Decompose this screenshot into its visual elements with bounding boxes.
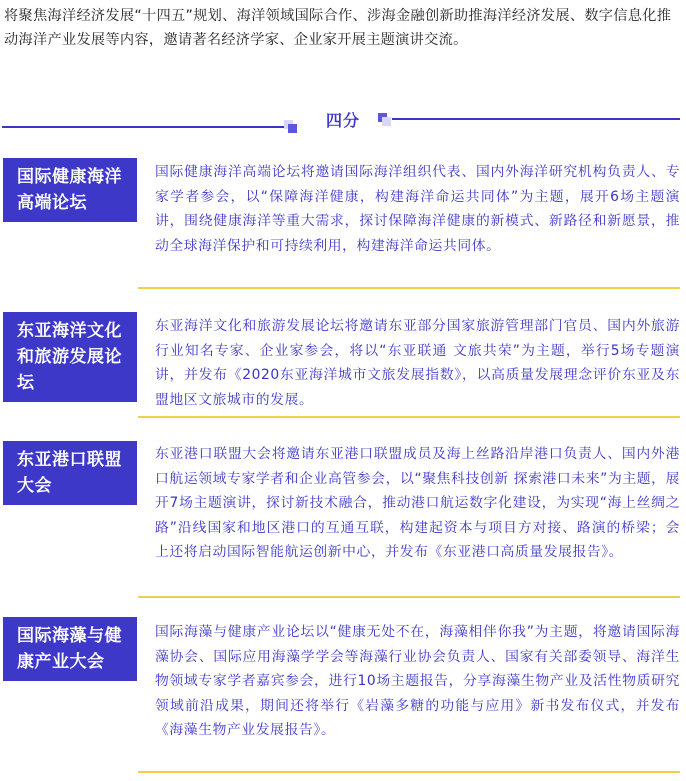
forum-title: 国际海藻与健康产业大会 — [3, 617, 137, 681]
divider-square-right-light — [382, 117, 391, 126]
gold-separator — [138, 596, 680, 598]
forum-title: 国际健康海洋高端论坛 — [3, 158, 137, 222]
divider-line-right — [392, 118, 680, 120]
forum-description: 国际健康海洋高端论坛将邀请国际海洋组织代表、国内外海洋研究机构负责人、专家学者参会，以“保障海洋健康，构建海洋命运共同体”为主题，展开6场主题演讲，围绕健康海洋等重大需求，探讨保障海洋健康的新模式、新路径和新愿景，推动全球海洋保护和可持续利用，构建海洋命运共同体。 — [155, 164, 680, 254]
gold-separator — [138, 287, 680, 289]
forum-description: 国际海藻与健康产业论坛以“健康无处不在，海藻相伴你我”为主题，将邀请国际海藻协会、国际应用海藻学学会等海藻行业协会负责人、国家有关部委领导、海洋生物领域专家学者嘉宾参会，进行10场主题报告，分享海藻生物产业及活性物质研究领域前沿成果，期间还将举行《岩藻多糖的功能与应用》新书发布仪式，并发布《海藻生物产业发展报告》。 — [155, 624, 680, 738]
forum-description: 东亚港口联盟大会将邀请东亚港口联盟成员及海上丝路沿岸港口负责人、国内外港口航运领域专家学者和企业高管参会，以“聚焦科技创新 探索港口未来”为主题，展开7场主题演讲，探讨新技术融合，推动港口航运数字化建设，为实现“海上丝绸之路”沿线国家和地区港口的互通互联，构建起资本与项目方对接、路演的桥梁；会上还将启动国际智能航运创新中心，并发布《东亚港口高质量发展报告》。 — [155, 446, 680, 560]
forum-title: 东亚海洋文化和旅游发展论坛 — [3, 312, 137, 402]
divider-square-left — [288, 124, 297, 133]
forum-title: 东亚港口联盟大会 — [3, 441, 137, 505]
intro-paragraph: 将聚焦海洋经济发展“十四五”规划、海洋领域国际合作、涉海金融创新助推海洋经济发展、数字信息化推动海洋产业发展等内容，邀请著名经济学家、企业家开展主题演讲交流。 — [4, 8, 672, 48]
divider-line-left — [2, 126, 284, 128]
gold-separator — [138, 416, 680, 418]
gold-separator — [138, 771, 680, 773]
section-title: 四分 — [325, 111, 360, 130]
forum-description: 东亚海洋文化和旅游发展论坛将邀请东亚部分国家旅游管理部门官员、国内外旅游行业知名专家、企业家参会，将以“东亚联通 文旅共荣”为主题，举行5场专题演讲，并发布《2020东亚海洋城市文旅发展指数》，以高质量发展理念评价东亚及东盟地区文旅城市的发展。 — [155, 318, 680, 408]
